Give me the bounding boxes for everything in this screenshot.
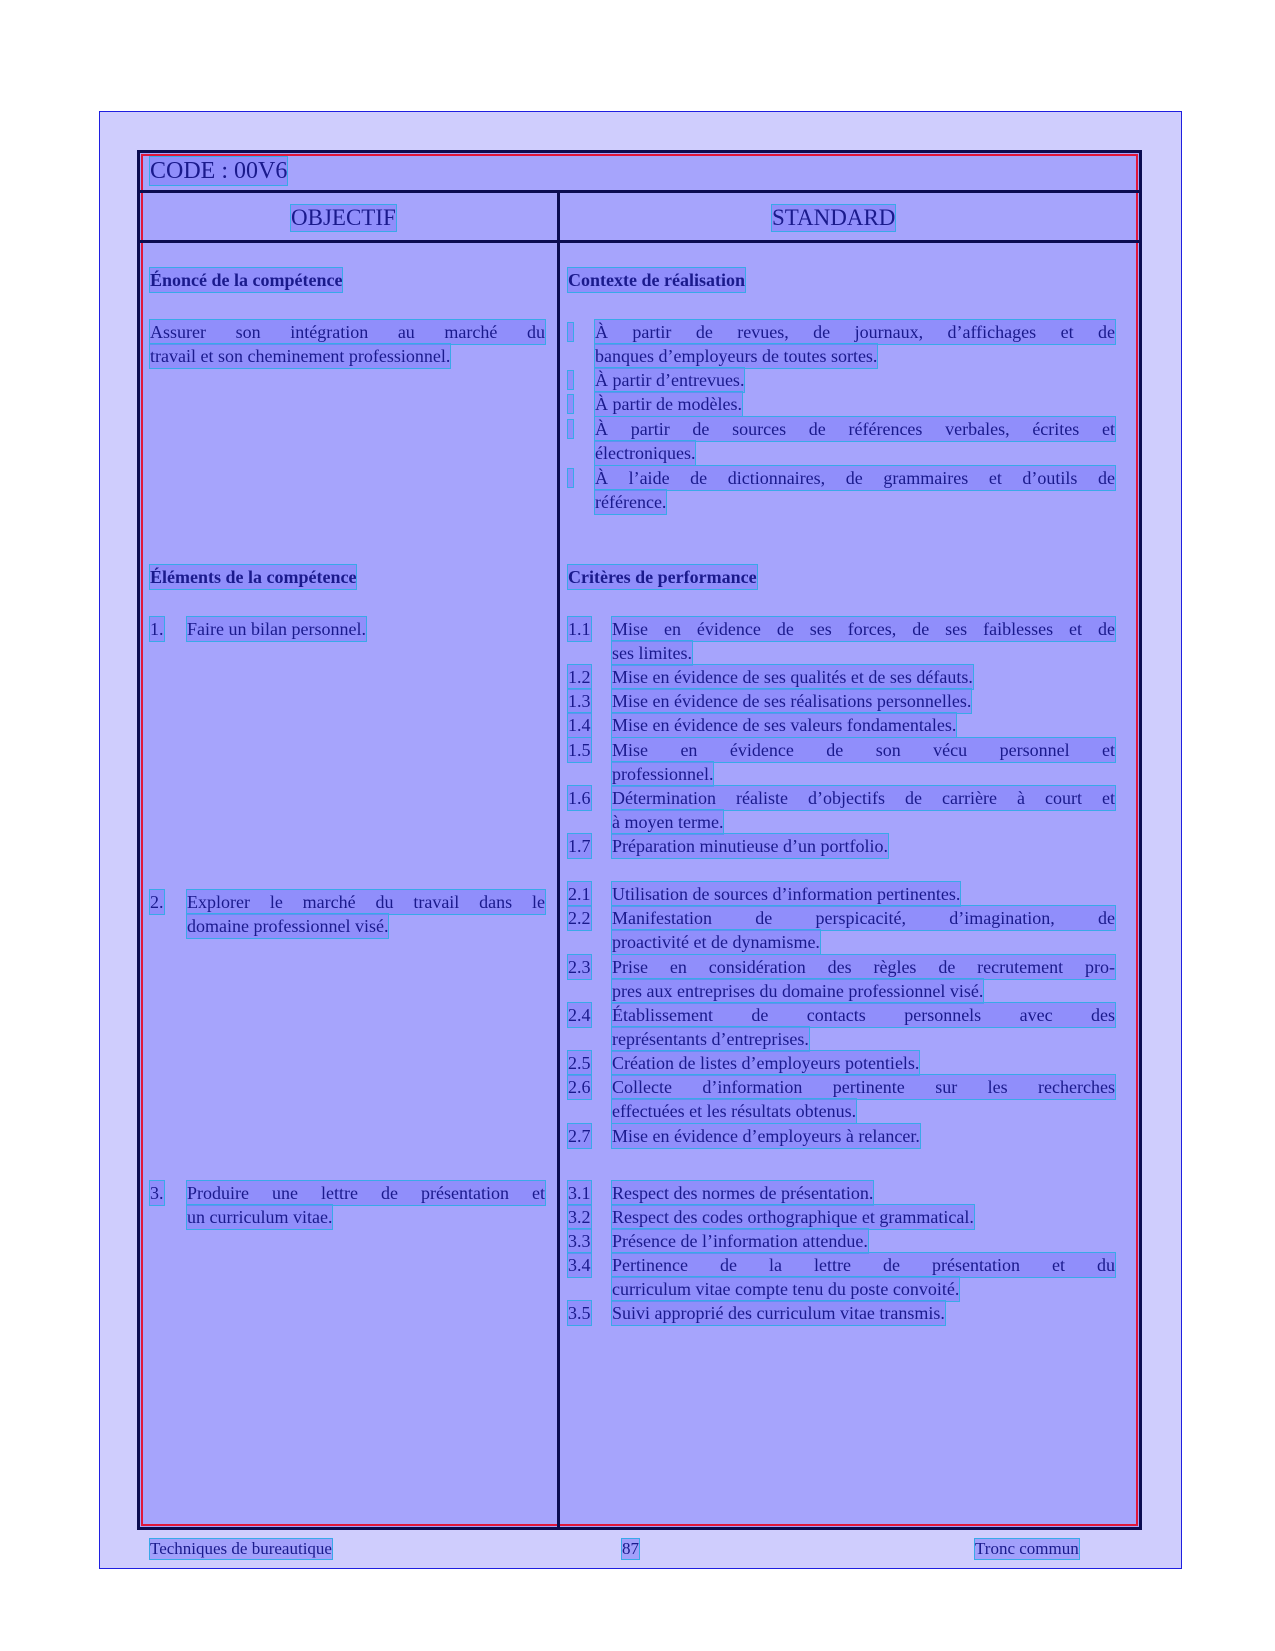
critere-text-line: Mise en évidence d’employeurs à relancer. [612,1126,920,1146]
element-text-line: un curriculum vitae. [187,1207,333,1227]
critere-text-line: à moyen terme. [612,812,724,832]
critere-number: 1.6 [568,788,591,808]
critere-text-line: Utilisation de sources d’information pertinentes. [612,884,961,904]
critere-text-line: Mise en évidence de ses qualités et de ses défauts. [612,667,973,687]
standard-header: STANDARD [772,205,896,230]
critere-number: 2.6 [568,1077,591,1097]
bullet-marker [568,420,573,438]
enonce-text-line: Assurer son intégration au marché du [150,322,545,342]
critere-text-line: curriculum vitae compte tenu du poste convoité. [612,1279,960,1299]
critere-text-line: Mise en évidence de ses réalisations personnelles. [612,691,972,711]
bullet-marker [568,469,573,487]
critere-text-line: Respect des normes de présentation. [612,1183,874,1203]
critere-number: 1.4 [568,715,591,735]
critere-number: 3.1 [568,1183,591,1203]
objectif-header: OBJECTIF [291,205,396,230]
critere-text-line: pres aux entreprises du domaine professionnel visé. [612,981,984,1001]
critere-text-line: effectuées et les résultats obtenus. [612,1101,857,1121]
contexte-title: Contexte de réalisation [568,270,745,290]
critere-number: 1.2 [568,667,591,687]
critere-text-line: Mise en évidence de ses valeurs fondamentales. [612,715,957,735]
critere-number: 3.3 [568,1231,591,1251]
bullet-marker [568,371,573,389]
critere-text-line: Création de listes d’employeurs potentiels. [612,1053,920,1073]
element-number: 1. [150,619,164,639]
bullet-marker [568,395,573,413]
critere-text-line: Suivi approprié des curriculum vitae transmis. [612,1303,945,1323]
critere-number: 2.1 [568,884,591,904]
contexte-line: électroniques. [595,443,696,463]
critere-text-line: Détermination réaliste d’objectifs de carrière à court et [612,788,1115,808]
contexte-line: À partir de sources de références verbales, écrites et [595,419,1115,439]
critere-number: 2.4 [568,1005,591,1025]
critere-text-line: professionnel. [612,764,714,784]
element-number: 3. [150,1183,164,1203]
elements-title: Éléments de la compétence [150,567,357,587]
critere-number: 2.7 [568,1126,591,1146]
critere-text-line: Établissement de contacts personnels avec des [612,1005,1115,1025]
critere-text-line: proactivité et de dynamisme. [612,932,820,952]
element-text-line: Faire un bilan personnel. [187,619,366,639]
contexte-line: référence. [595,492,667,512]
footer-program: Techniques de bureautique [150,1539,332,1558]
code-divider [139,190,1140,193]
enonce-text-line: travail et son cheminement professionnel. [150,346,451,366]
critere-text-line: Présence de l’information attendue. [612,1231,868,1251]
critere-number: 3.5 [568,1303,591,1323]
critere-text-line: Manifestation de perspicacité, d’imagination, de [612,908,1115,928]
element-text-line: Produire une lettre de présentation et [187,1183,545,1203]
footer-section: Tronc commun [975,1539,1079,1558]
critere-number: 2.5 [568,1053,591,1073]
critere-number: 2.2 [568,908,591,928]
critere-number: 1.1 [568,619,591,639]
critere-text-line: Mise en évidence de ses forces, de ses faiblesses et de [612,619,1115,639]
critere-text-line: ses limites. [612,643,692,663]
contexte-line: À partir d’entrevues. [595,370,745,390]
bullet-marker [568,323,573,341]
critere-number: 2.3 [568,957,591,977]
contexte-line: À l’aide de dictionnaires, de grammaires et d’outils de [595,468,1115,488]
critere-text-line: Préparation minutieuse d’un portfolio. [612,836,888,856]
contexte-line: À partir de modèles. [595,394,742,414]
element-text-line: Explorer le marché du travail dans le [187,892,545,912]
column-divider [557,191,560,1528]
critere-text-line: Prise en considération des règles de recrutement pro- [612,957,1115,977]
page-number: 87 [622,1539,639,1558]
critere-text-line: Pertinence de la lettre de présentation et du [612,1255,1115,1275]
contexte-line: banques d’employeurs de toutes sortes. [595,346,878,366]
critere-text-line: représentants d’entreprises. [612,1029,809,1049]
critere-number: 3.4 [568,1255,591,1275]
critere-number: 3.2 [568,1207,591,1227]
element-number: 2. [150,892,164,912]
code-title: CODE : 00V6 [150,158,288,184]
critere-text-line: Mise en évidence de son vécu personnel et [612,740,1115,760]
critere-text-line: Collecte d’information pertinente sur les recherches [612,1077,1115,1097]
enonce-title: Énoncé de la compétence [150,270,343,290]
element-text-line: domaine professionnel visé. [187,916,389,936]
contexte-line: À partir de revues, de journaux, d’affichages et de [595,322,1115,342]
header-divider [139,240,1140,243]
critere-number: 1.3 [568,691,591,711]
critere-text-line: Respect des codes orthographique et grammatical. [612,1207,974,1227]
criteres-title: Critères de performance [568,567,757,587]
critere-number: 1.5 [568,740,591,760]
critere-number: 1.7 [568,836,591,856]
